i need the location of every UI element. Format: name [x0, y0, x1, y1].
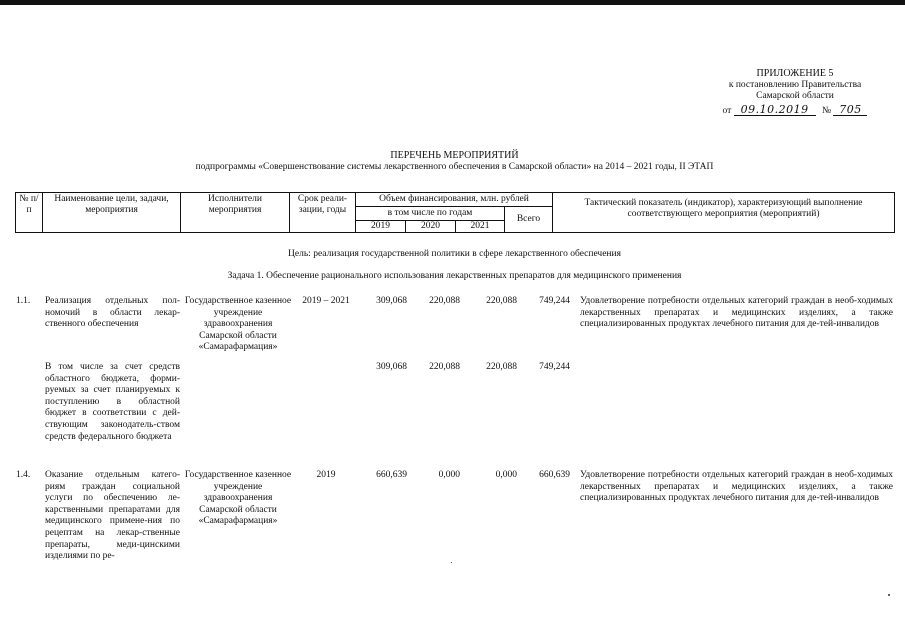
row-value-2021: 220,088	[486, 362, 517, 372]
row-value-2019: 309,068	[376, 296, 407, 306]
col-header-funding: Объем финансирования, млн. рублей	[356, 193, 553, 207]
row-value-total: 749,244	[539, 296, 570, 306]
col-header-year-2020: 2020	[406, 221, 456, 233]
row-number: 1.1.	[16, 296, 31, 306]
col-header-indicator: Тактический показатель (индикатор), характеризующий выполнение соответствующего мероприятия (мероприятий)	[553, 193, 895, 233]
row-indicator: Удовлетворение потребности отдельных категорий граждан в необ-ходимых лекарственных препаратах и медицинских изделиях, а также специализированных продуктах лечебного питания для де-тей-инвалидов	[580, 296, 893, 330]
row-term: 2019 – 2021	[302, 296, 350, 306]
row-number: 1.4.	[16, 470, 31, 480]
col-header-executors: Исполнители мероприятия	[181, 193, 290, 233]
scan-speck	[451, 562, 452, 563]
row-name: Реализация отдельных пол-номочий в области лекар-ственного обеспечения	[45, 296, 180, 330]
goal-line: Цель: реализация государственной политики в сфере лекарственного обеспечения	[288, 249, 621, 259]
scan-speck	[888, 594, 890, 596]
appendix-date-line	[700, 104, 890, 118]
col-header-term: Срок реали-зации, годы	[290, 193, 356, 233]
row-value-2021: 220,088	[486, 296, 517, 306]
row-name: Оказание отдельным катего-риям граждан социальной услуги по обеспечению ле-карственными препаратами для медицинского примене-ния по рецептам на лекар-ственные препараты, меди-цинскими изделиями по ре-	[45, 470, 180, 562]
row-value-2020: 0,000	[438, 470, 460, 480]
document-title: ПЕРЕЧЕНЬ МЕРОПРИЯТИЙ	[390, 150, 519, 161]
row-value-total: 660,639	[539, 470, 570, 480]
task-line: Задача 1. Обеспечение рационального использования лекарственных препаратов для медицинского применения	[227, 271, 682, 281]
row-indicator: Удовлетворение потребности отдельных категорий граждан в необ-ходимых лекарственных препаратах и медицинских изделиях, а также специализированных продуктах лечебного питания для де-тей-инвалидов	[580, 470, 893, 504]
document-subtitle: подпрограммы «Совершенствование системы лекарственного обеспечения в Самарской области» на 2014 – 2021 годы, II ЭТАП	[195, 162, 714, 172]
col-header-num: № п/п	[16, 193, 43, 233]
col-header-total: Всего	[505, 207, 553, 233]
row-executor: Государственное казенное учреждение здравоохранения Самарской области «Самарафармация»	[184, 470, 292, 527]
row-value-2020: 220,088	[429, 362, 460, 372]
row-value-2020: 220,088	[429, 296, 460, 306]
col-header-including: в том числе по годам	[356, 207, 505, 221]
row-value-2021: 0,000	[495, 470, 517, 480]
col-header-name: Наименование цели, задачи, мероприятия	[43, 193, 181, 233]
row-value-2019: 309,068	[376, 362, 407, 372]
number-prefix: №	[822, 105, 832, 116]
appendix-line-1: к постановлению Правительства	[728, 79, 862, 90]
scan-top-border	[0, 0, 905, 5]
row-executor: Государственное казенное учреждение здравоохранения Самарской области «Самарафармация»	[184, 296, 292, 353]
row-term: 2019	[316, 470, 336, 480]
appendix-line-2: Самарской области	[756, 91, 834, 102]
col-header-year-2021: 2021	[456, 221, 505, 233]
header-table	[15, 192, 895, 233]
row-value-total: 749,244	[539, 362, 570, 372]
appendix-block	[700, 68, 890, 117]
date-value: 09.10.2019	[734, 104, 816, 116]
date-prefix: от	[722, 105, 732, 116]
row-value-2019: 660,639	[376, 470, 407, 480]
number-value: 705	[833, 104, 867, 116]
row-name: В том числе за счет средств областного бюджета, форми-руемых за счет планируемых к поступлению в областной бюджет в соответствии с дей-ствующим законодатель-ством средств федерального бюджета	[45, 362, 180, 442]
appendix-title: ПРИЛОЖЕНИЕ 5	[756, 68, 834, 79]
col-header-year-2019: 2019	[356, 221, 406, 233]
